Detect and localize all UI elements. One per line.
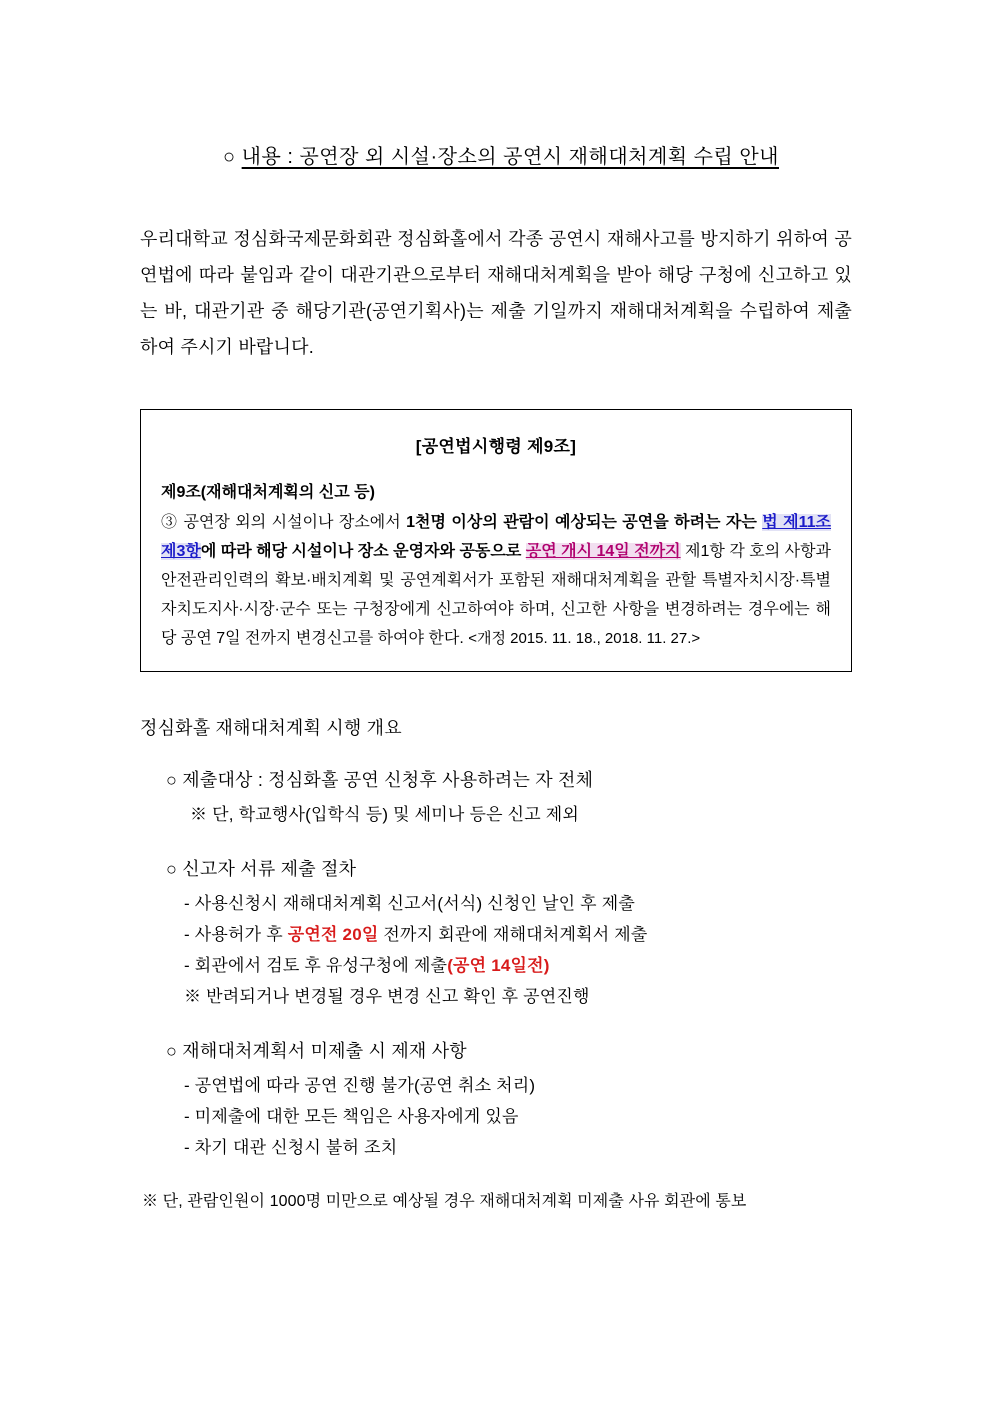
law-part-3: 에 따라 해당 시설이나 장소 운영자와 공동으로 [200, 543, 526, 560]
law-part-6-revision-note: <개정 2015. 11. 18., 2018. 11. 27.> [468, 630, 701, 647]
overview-group [140, 766, 852, 825]
law-article-heading: 제9조(재해대처계획의 신고 등) [161, 484, 375, 501]
group-item-post: 전까지 회관에 재해대처계획서 제출 [378, 925, 648, 944]
law-part-0: ③ 공연장 외의 시설이나 장소에서 [161, 514, 407, 531]
group-item-pre: - 사용허가 후 [184, 925, 288, 944]
law-box-title: [공연법시행령 제9조] [415, 437, 577, 456]
page-title [140, 140, 852, 169]
title-bullet: ○ [222, 146, 236, 168]
overview-heading: 정심화홀 재해대처계획 시행 개요 [140, 718, 402, 738]
overview-group [140, 1037, 852, 1158]
group-item: - 차기 대관 신청시 불허 조치 [184, 1138, 398, 1157]
group-item-emphasis: 공연전 20일 [287, 925, 379, 944]
group-item [140, 920, 852, 945]
intro-paragraph: 우리대학교 정심화국제문화회관 정심화홀에서 각종 공연시 재해사고를 방지하기 위하여 공연법에 따라 붙임과 같이 대관기관으로부터 재해대처계획을 받아 해당 구청에 신고하고 있는 바, 대관기관 중 해당기관(공연기획사)는 제출 기일까지 재해대처계획을 수립하여 제출하여 주시기 바랍니다. [140, 229, 852, 357]
title-text: 내용 : 공연장 외 시설·장소의 공연시 재해대처계획 수립 안내 [241, 146, 779, 168]
group-item: ※ 반려되거나 변경될 경우 변경 신고 확인 후 공연진행 [184, 987, 590, 1006]
law-part-1: 1천명 이상의 관람이 예상되는 공연을 하려는 자는 [406, 514, 763, 531]
group-item: ※ 단, 학교행사(입학식 등) 및 세미나 등은 신고 제외 [190, 805, 580, 824]
law-quote-box [140, 409, 852, 672]
group-item-emphasis: (공연 14일전) [447, 956, 550, 975]
footnote: ※ 단, 관람인원이 1000명 미만으로 예상될 경우 재해대처계획 미제출 사유 회관에 통보 [142, 1193, 747, 1210]
law-part-4-highlight-magenta: 공연 개시 14일 전까지 [525, 543, 681, 560]
group-item [140, 951, 852, 976]
group-heading: ○ 신고자 서류 제출 절차 [166, 859, 357, 879]
group-item: - 공연법에 따라 공연 진행 불가(공연 취소 처리) [184, 1076, 536, 1095]
law-part-5: 제1항 각 호의 사항과 안전관리인력의 확보·배치계획 및 공연계획서가 포함된 재해대처계획을 관할 특별자치시장·특별자치도지사·시장·군수 또는 구청장에게 신고하여야 하며, 신고한 사항을 변경하려는 경우에는 해당 공연 7일 전까지 변경신고를 하여야 한다. [161, 543, 832, 647]
group-item-pre: - 회관에서 검토 후 유성구청에 제출 [184, 956, 448, 975]
group-heading: ○ 재해대처계획서 미제출 시 제재 사항 [166, 1041, 467, 1061]
group-item: - 사용신청시 재해대처계획 신고서(서식) 신청인 날인 후 제출 [184, 894, 635, 913]
law-part-2-highlight-blue: 법 제11조 제3항 [161, 514, 832, 560]
group-item: - 미제출에 대한 모든 책임은 사용자에게 있음 [184, 1107, 519, 1126]
group-heading: ○ 제출대상 : 정심화홀 공연 신청후 사용하려는 자 전체 [166, 770, 594, 790]
overview-group [140, 855, 852, 1007]
law-article-body [161, 508, 831, 653]
